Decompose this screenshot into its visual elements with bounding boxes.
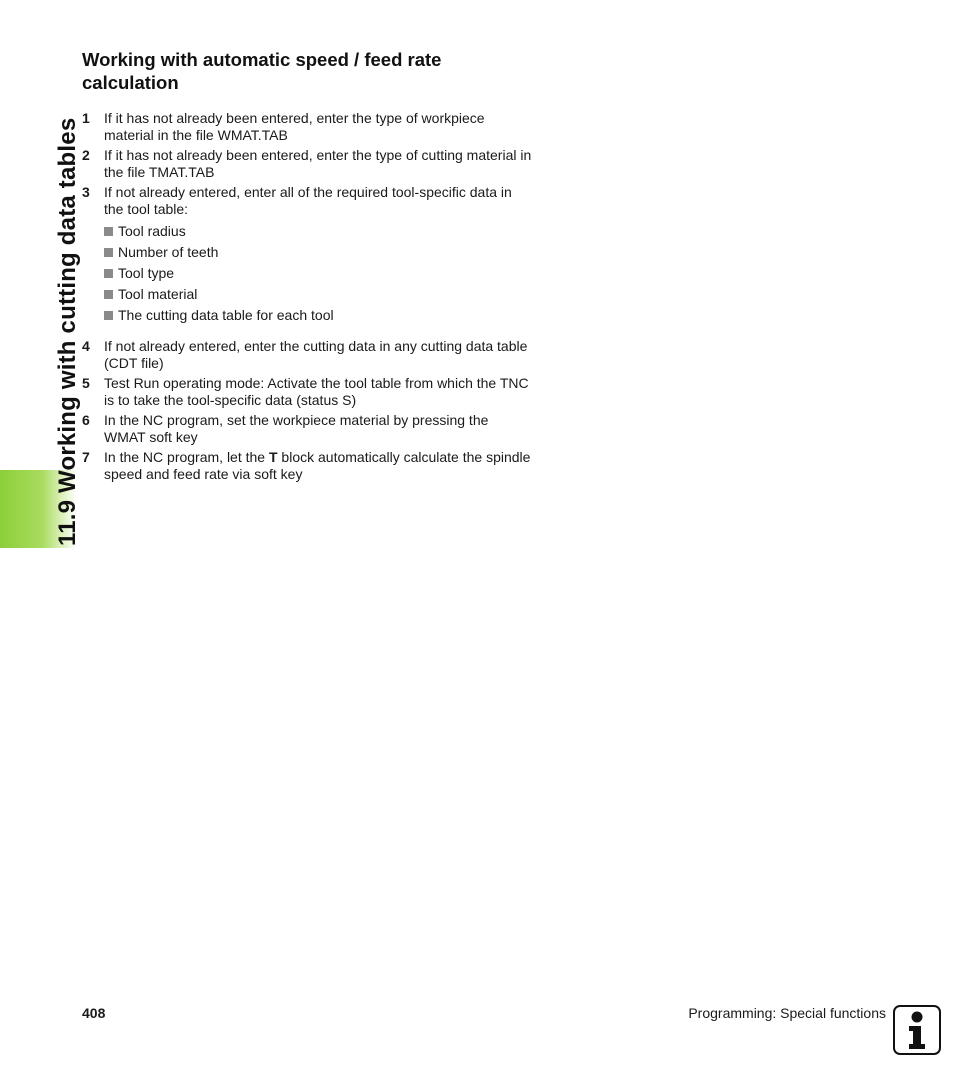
step-text: Test Run operating mode: Activate the tool table from which the TNC is to take the tool-specific data (status S) [104,375,529,408]
step-item [82,147,532,180]
section-heading: Working with automatic speed / feed rate calculation [82,49,442,93]
step-item [82,184,532,334]
t-block-keyword: T [268,449,278,465]
step-number: 5 [82,375,90,391]
chapter-footer: Programming: Special functions [688,1005,886,1021]
step-text: If it has not already been entered, enter the type of workpiece material in the file WMAT.TAB [104,110,485,143]
square-bullet-icon [104,227,113,236]
step-number: 3 [82,184,90,200]
list-item: Tool type [104,263,532,284]
step-text: In the NC program, set the workpiece material by pressing the WMAT soft key [104,412,489,445]
square-bullet-icon [104,311,113,320]
steps-list [82,110,532,486]
list-item: Tool material [104,284,532,305]
step-item [82,375,532,408]
square-bullet-icon [104,248,113,257]
page-number: 408 [82,1005,106,1021]
square-bullet-icon [104,290,113,299]
step-text: In the NC program, let the T block automatically calculate the spindle speed and feed rate via soft key [104,449,531,482]
info-icon [893,1005,941,1055]
list-item: Tool radius [104,221,532,242]
step-text: If not already entered, enter all of the required tool-specific data in the tool table: [104,184,512,217]
step-text: If not already entered, enter the cutting data in any cutting data table (CDT file) [104,338,528,371]
chapter-side-tab [0,40,81,546]
step-number: 7 [82,449,90,465]
list-item: The cutting data table for each tool [104,305,532,326]
step-text: If it has not already been entered, enter the type of cutting material in the file TMAT.TAB [104,147,532,180]
tool-data-list [104,221,532,326]
step-number: 1 [82,110,90,126]
chapter-title: 11.9 Working with cutting data tables [54,117,81,546]
step-item [82,338,532,371]
step-item [82,412,532,445]
step-item [82,449,532,482]
step-number: 2 [82,147,90,163]
step-number: 6 [82,412,90,428]
list-item: Number of teeth [104,242,532,263]
step-number: 4 [82,338,90,354]
step-item [82,110,532,143]
square-bullet-icon [104,269,113,278]
